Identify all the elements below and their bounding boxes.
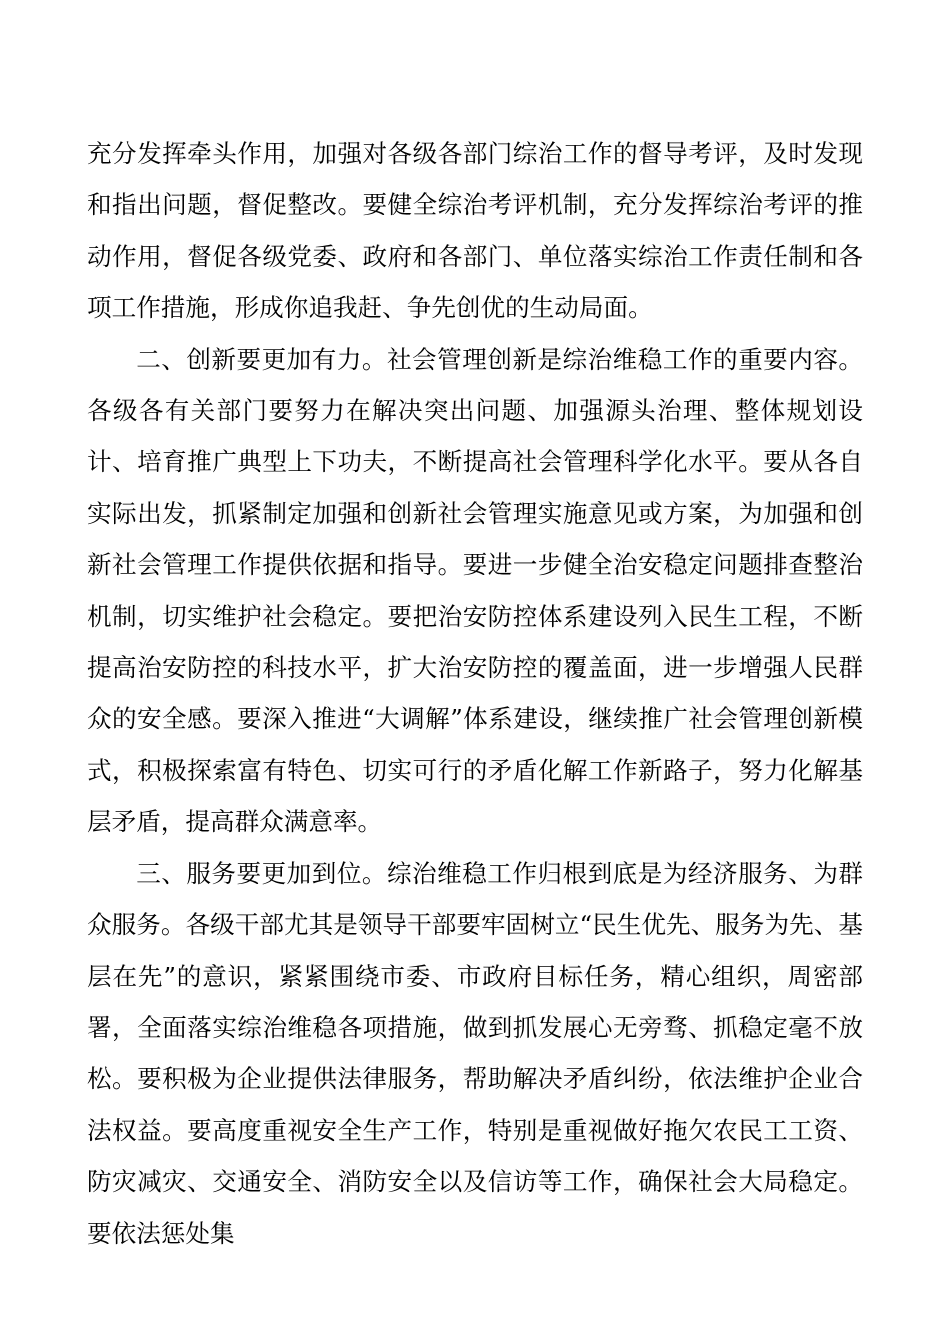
paragraph-continuation: 充分发挥牵头作用，加强对各级各部门综治工作的督导考评，及时发现和指出问题，督促整改。要健全综治考评机制，充分发挥综治考评的推动作用，督促各级党委、政府和各部门、单位落实综治工作责任制和各项工作措施，形成你追我赶、争先创优的生动局面。 xyxy=(87,139,863,323)
document-body xyxy=(87,128,863,1259)
paragraph-innovation: 二、创新要更加有力。社会管理创新是综治维稳工作的重要内容。各级各有关部门要努力在解决突出问题、加强源头治理、整体规划设计、培育推广典型上下功夫，不断提高社会管理科学化水平。要从各自实际出发，抓紧制定加强和创新社会管理实施意见或方案，为加强和创新社会管理工作提供依据和指导。要进一步健全治安稳定问题排查整治机制，切实维护社会稳定。要把治安防控体系建设列入民生工程，不断提高治安防控的科技水平，扩大治安防控的覆盖面，进一步增强人民群众的安全感。要深入推进“大调解”体系建设，继续推广社会管理创新模式，积极探索富有特色、切实可行的矛盾化解工作新路子，努力化解基层矛盾，提高群众满意率。 xyxy=(87,344,863,837)
paragraph-service: 三、服务要更加到位。综治维稳工作归根到底是为经济服务、为群众服务。各级干部尤其是领导干部要牢固树立“民生优先、服务为先、基层在先”的意识，紧紧围绕市委、市政府目标任务，精心组织，周密部署，全面落实综治维稳各项措施，做到抓发展心无旁骛、抓稳定毫不放松。要积极为企业提供法律服务，帮助解决矛盾纠纷，依法维护企业合法权益。要高度重视安全生产工作，特别是重视做好拖欠农民工工资、防灾减灾、交通安全、消防安全以及信访等工作，确保社会大局稳定。要依法惩处集 xyxy=(87,858,863,1248)
